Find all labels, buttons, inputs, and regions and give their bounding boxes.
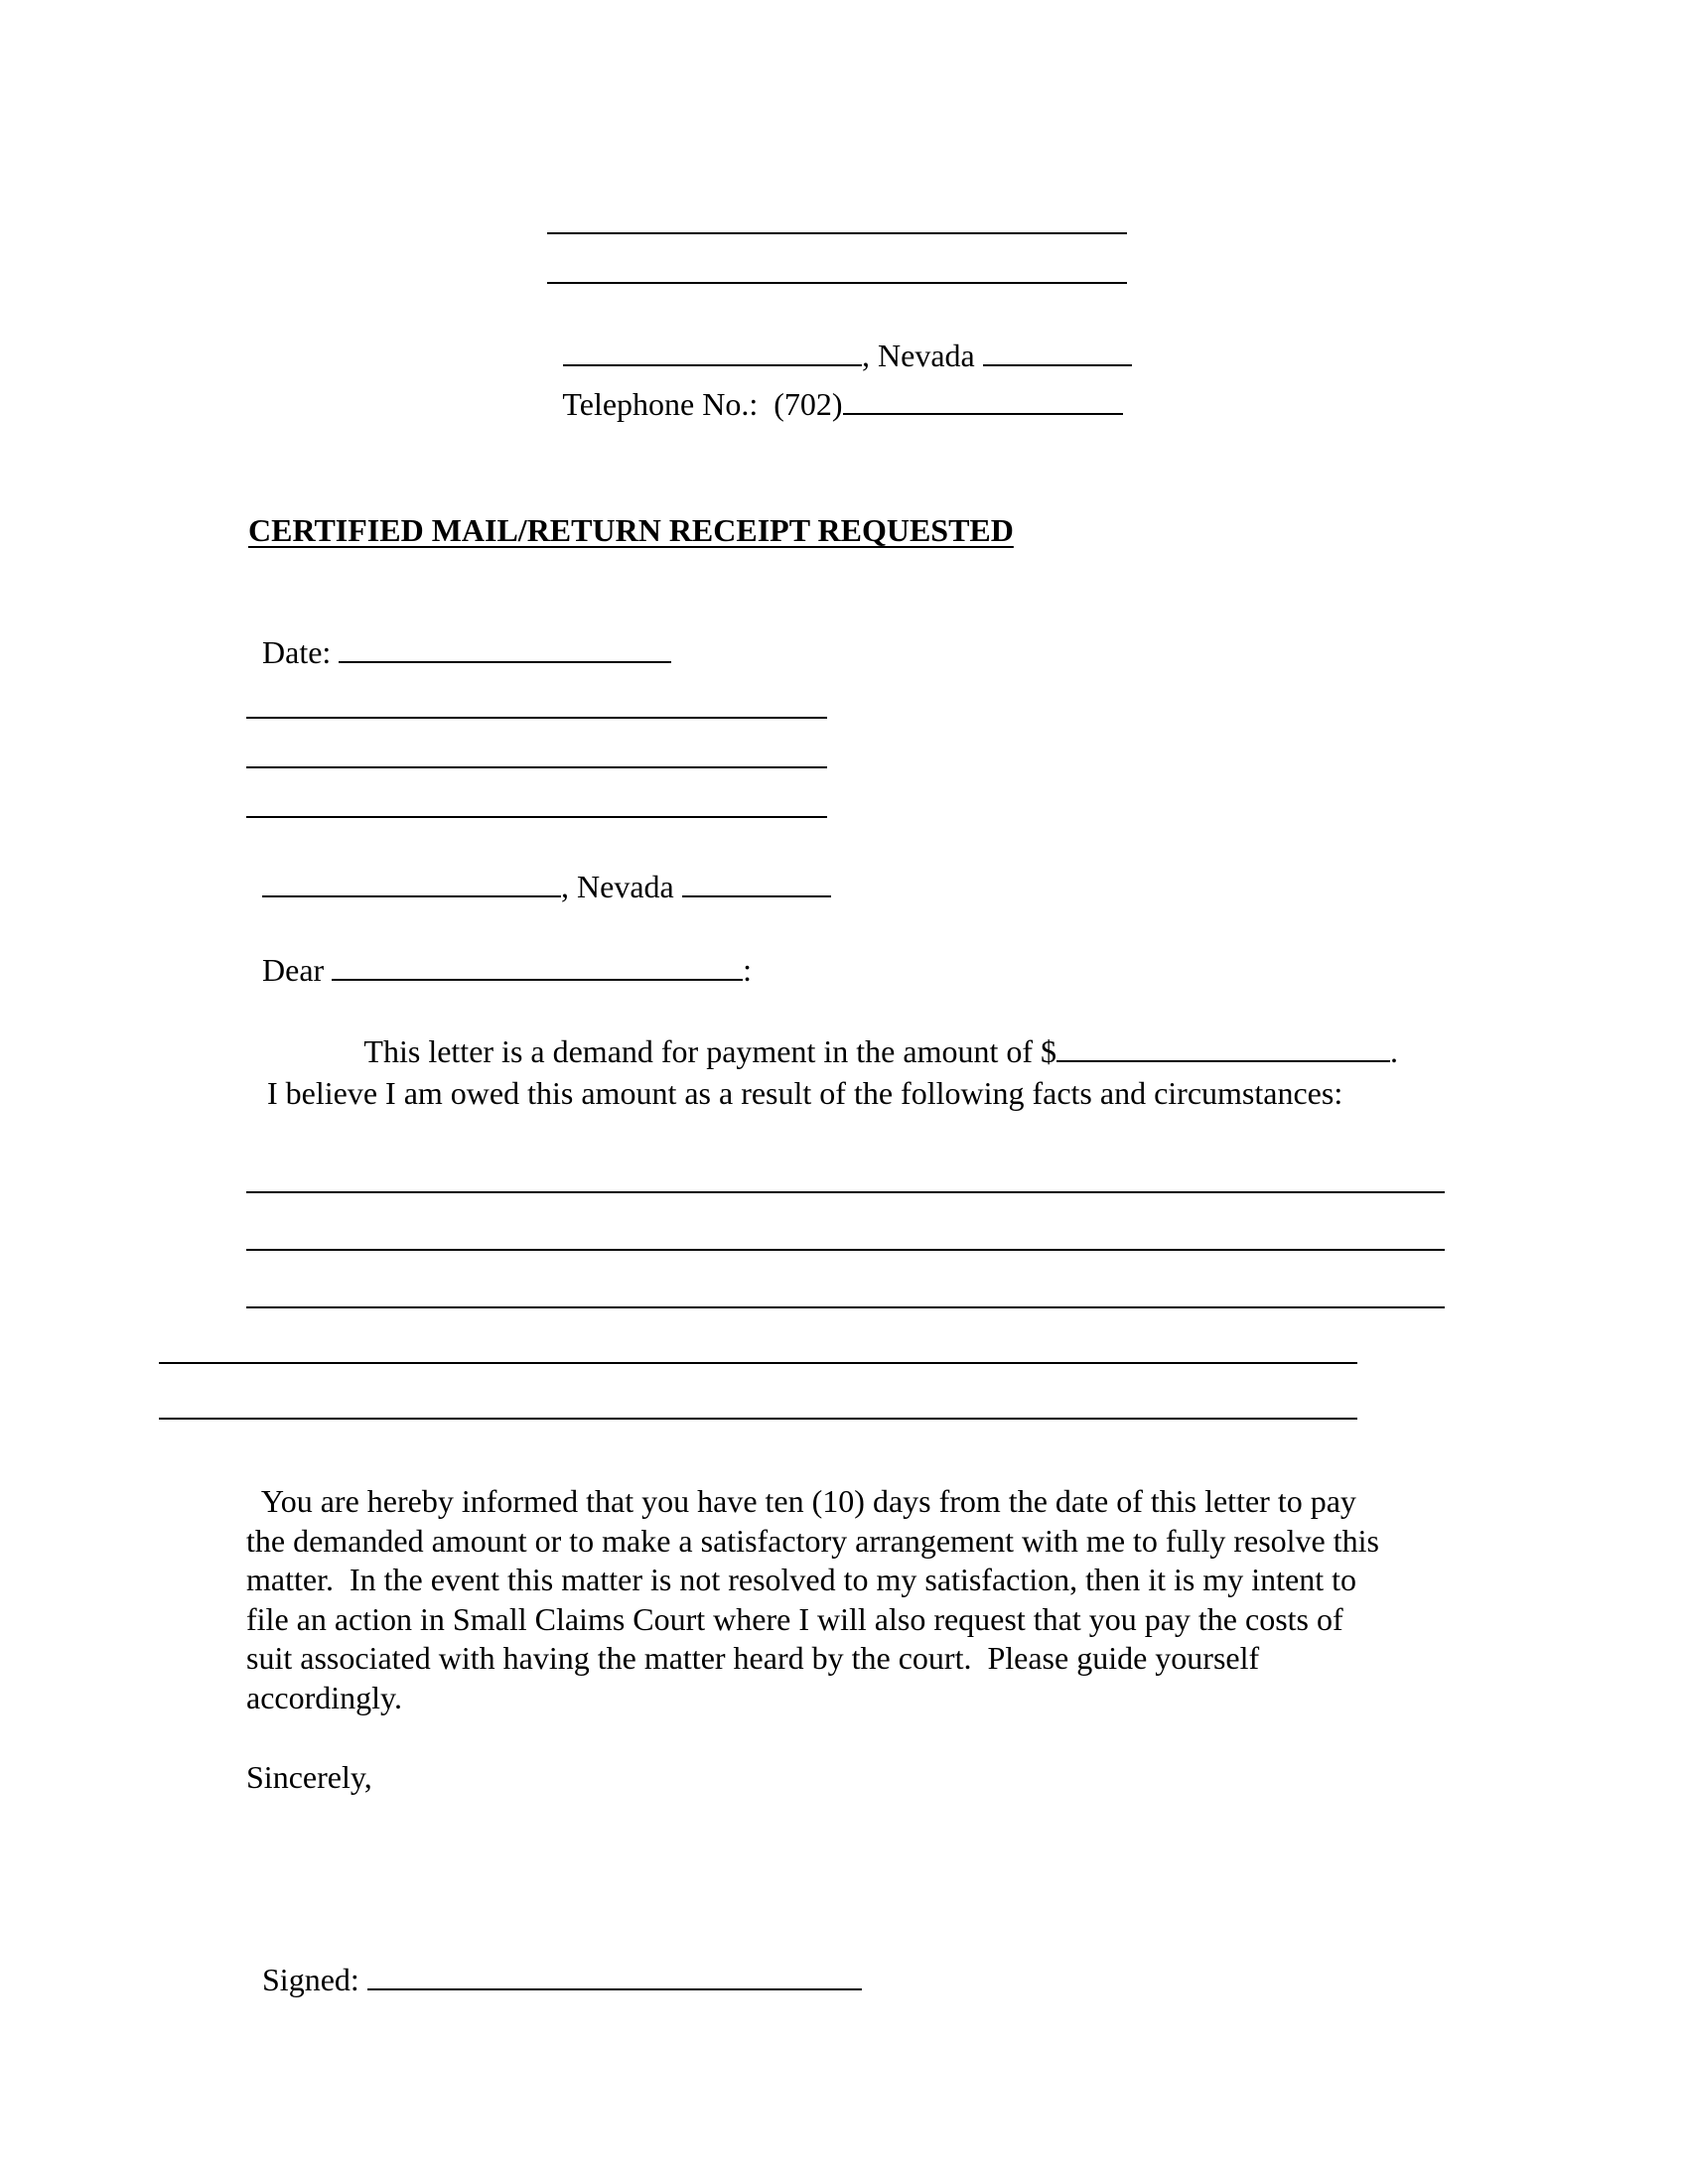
- notice-line-3: matter. In the event this matter is not resolved to my satisfaction, then it is my intent to: [246, 1562, 1357, 1597]
- notice-line-6: accordingly.: [246, 1679, 402, 1715]
- demand-end: .: [1390, 1033, 1399, 1069]
- facts-line-3[interactable]: [246, 1306, 1445, 1308]
- salutation-suffix: :: [743, 952, 753, 988]
- facts-intro: I believe I am owed this amount as a result of the following facts and circumstances:: [267, 1075, 1343, 1111]
- recipient-state-label: , Nevada: [561, 869, 674, 904]
- recipient-address-line-3[interactable]: [246, 816, 827, 818]
- sender-state-label: , Nevada: [862, 338, 975, 373]
- recipient-address-line-2[interactable]: [246, 766, 827, 768]
- date-field[interactable]: [339, 633, 671, 663]
- certified-mail-heading: CERTIFIED MAIL/RETURN RECEIPT REQUESTED: [248, 512, 1014, 548]
- recipient-zip-field[interactable]: [682, 868, 831, 897]
- recipient-name-field[interactable]: [332, 951, 743, 981]
- date-label: Date:: [262, 634, 332, 670]
- salutation-line: [246, 910, 752, 990]
- recipient-address-line-1[interactable]: [246, 717, 827, 719]
- sender-address-line-2[interactable]: [547, 282, 1127, 284]
- telephone-field[interactable]: [843, 385, 1123, 415]
- signature-field[interactable]: [367, 1961, 862, 1990]
- facts-line-2[interactable]: [246, 1249, 1445, 1251]
- notice-line-1: You are hereby informed that you have ten (10) days from the date of this letter to pay: [246, 1483, 1356, 1519]
- signature-label: Signed:: [262, 1962, 359, 1997]
- recipient-city-field[interactable]: [262, 868, 561, 897]
- demand-text: This letter is a demand for payment in the amount of $: [363, 1033, 1057, 1069]
- notice-paragraph: [246, 1482, 1379, 1717]
- telephone-label: Telephone No.: (702): [562, 386, 843, 422]
- sender-telephone-line: [547, 344, 1123, 424]
- date-line: [246, 593, 671, 672]
- demand-line: [349, 992, 1398, 1071]
- facts-line-1[interactable]: [246, 1191, 1445, 1193]
- notice-line-4: file an action in Small Claims Court where I will also request that you pay the costs of: [246, 1600, 1343, 1637]
- signature-line: [246, 1920, 862, 1999]
- notice-line-2: the demanded amount or to make a satisfactory arrangement with me to fully resolve this: [246, 1522, 1379, 1559]
- sender-address-line-1[interactable]: [547, 232, 1127, 234]
- amount-field[interactable]: [1056, 1032, 1390, 1062]
- facts-line-4[interactable]: [159, 1362, 1357, 1364]
- salutation-prefix: Dear: [262, 952, 325, 988]
- recipient-city-state-zip-line: [246, 827, 831, 906]
- closing: Sincerely,: [246, 1759, 372, 1795]
- notice-line-5: suit associated with having the matter heard by the court. Please guide yourself: [246, 1640, 1260, 1676]
- facts-line-5[interactable]: [159, 1418, 1357, 1420]
